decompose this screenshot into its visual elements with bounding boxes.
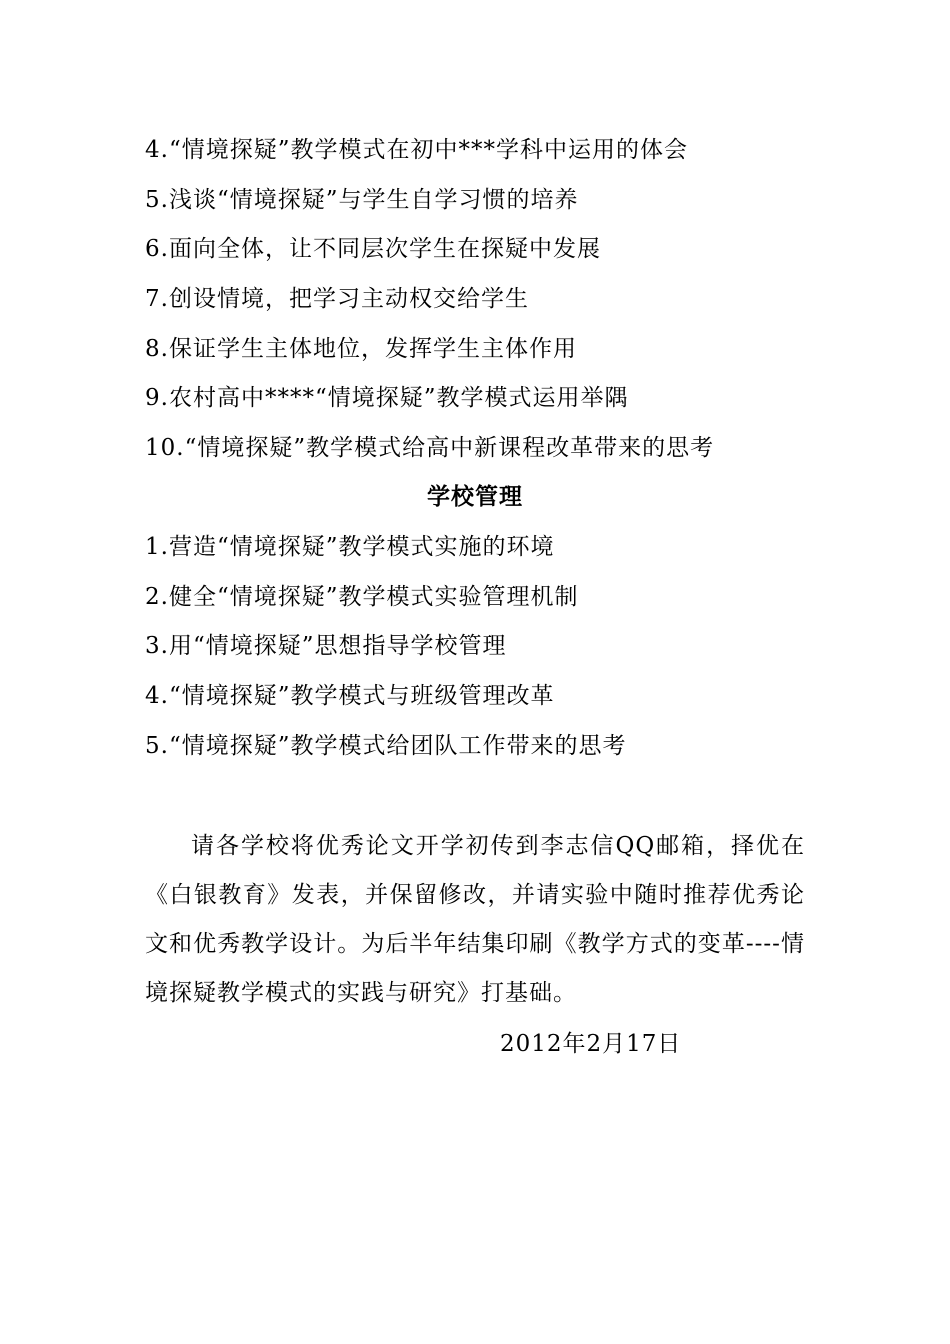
notice-paragraph: [145, 822, 805, 1018]
list-item: 5.“情境探疑”教学模式给团队工作带来的思考: [145, 733, 627, 759]
list-item: 8.保证学生主体地位，发挥学生主体作用: [145, 336, 577, 362]
notice-text: 请各学校将优秀论文开学初传到李志信QQ邮箱，择优在《白银教育》发表，并保留修改，并请实验中随时推荐优秀论文和优秀教学设计。为后半年结集印刷《教学方式的变革----情境探疑教学模式的实践与研究》打基础。: [145, 833, 805, 1006]
list-item: 9.农村高中****“情境探疑”教学模式运用举隅: [145, 385, 629, 411]
list-item: 10.“情境探疑”教学模式给高中新课程改革带来的思考: [145, 435, 715, 461]
list-item: 6.面向全体，让不同层次学生在探疑中发展: [145, 236, 601, 262]
list-item: 4.“情境探疑”教学模式在初中***学科中运用的体会: [145, 137, 688, 163]
document-date: 2012年2月17日: [500, 1031, 682, 1057]
list-item: 4.“情境探疑”教学模式与班级管理改革: [145, 683, 555, 709]
list-item: 2.健全“情境探疑”教学模式实验管理机制: [145, 584, 579, 610]
list-item: 7.创设情境，把学习主动权交给学生: [145, 286, 529, 312]
list-item: 5.浅谈“情境探疑”与学生自学习惯的培养: [145, 187, 579, 213]
section-heading: 学校管理: [427, 483, 523, 510]
list-item: 3.用“情境探疑”思想指导学校管理: [145, 633, 507, 659]
list-item: 1.营造“情境探疑”教学模式实施的环境: [145, 534, 555, 560]
